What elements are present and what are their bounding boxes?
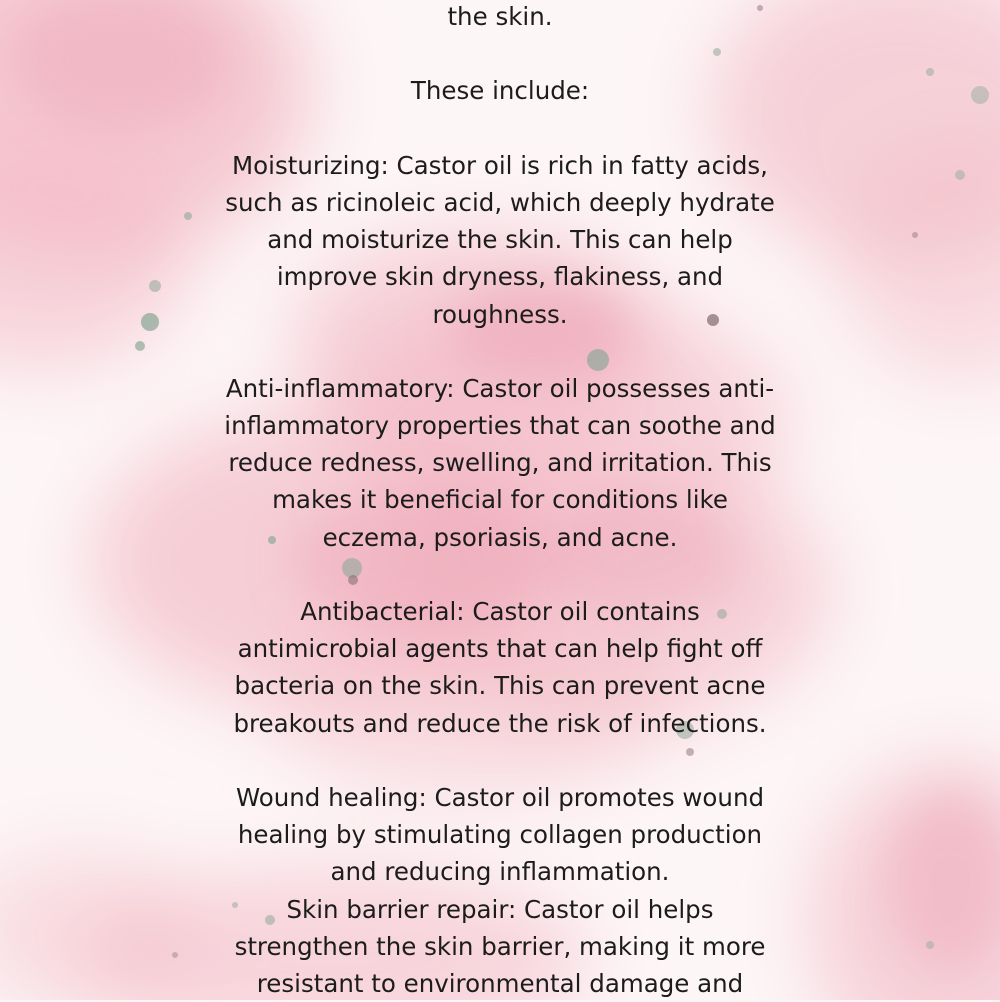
benefit-line: reduce redness, swelling, and irritation. This [0,444,1000,481]
benefit-line: resistant to environmental damage and [0,965,1000,1002]
benefit-line: strengthen the skin barrier, making it more [0,928,1000,965]
benefit-moisturizing [0,147,1000,333]
benefit-wound-healing [0,779,1000,891]
benefit-line: eczema, psoriasis, and acne. [0,519,1000,556]
benefit-line: roughness. [0,296,1000,333]
paragraph-gap [0,35,1000,72]
benefit-line: makes it beneficial for conditions like [0,481,1000,518]
benefit-skin-barrier-repair [0,891,1000,1002]
benefit-antibacterial [0,593,1000,742]
benefit-line: and reducing inflammation. [0,853,1000,890]
benefit-line: improve skin dryness, flakiness, and [0,258,1000,295]
intro-heading: These include: [0,72,1000,109]
benefit-line: inflammatory properties that can soothe and [0,407,1000,444]
benefit-line: Wound healing: Castor oil promotes wound [0,779,1000,816]
benefit-line: and moisturize the skin. This can help [0,221,1000,258]
paragraph-gap [0,333,1000,370]
paragraph-gap [0,556,1000,593]
benefit-line: Moisturizing: Castor oil is rich in fatty acids, [0,147,1000,184]
benefit-line: healing by stimulating collagen production [0,816,1000,853]
benefit-line: antimicrobial agents that can help fight off [0,630,1000,667]
benefit-anti-inflammatory [0,370,1000,556]
benefit-line: Skin barrier repair: Castor oil helps [0,891,1000,928]
benefit-line: Antibacterial: Castor oil contains [0,593,1000,630]
benefit-line: such as ricinoleic acid, which deeply hydrate [0,184,1000,221]
benefit-line: bacteria on the skin. This can prevent acne [0,667,1000,704]
intro-line: the skin. [0,0,1000,35]
paragraph-gap [0,110,1000,147]
benefit-line: Anti-inflammatory: Castor oil possesses anti- [0,370,1000,407]
paragraph-gap [0,742,1000,779]
benefit-line: breakouts and reduce the risk of infections. [0,705,1000,742]
